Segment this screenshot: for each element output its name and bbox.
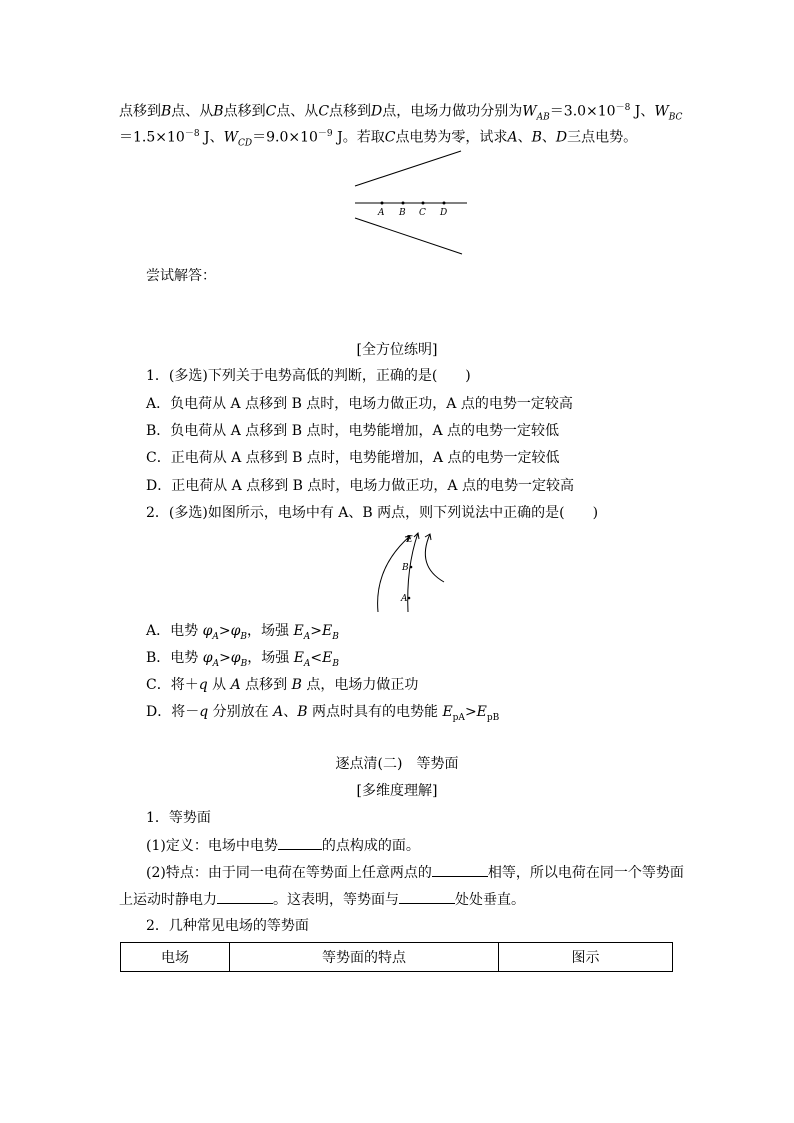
try-answer-label: 尝试解答：	[146, 268, 216, 284]
point-b	[402, 202, 405, 205]
table-header-diagram: 图示	[499, 943, 673, 972]
label-b: B	[399, 208, 406, 218]
field-line-right	[425, 534, 444, 582]
practice-header: [全方位练明]	[356, 342, 438, 358]
q1-option-a[interactable]: A．负电荷从 A 点移到 B 点时，电场力做正功，A 点的电势一定较高	[146, 396, 573, 412]
label-c: C	[419, 208, 426, 218]
intro-line-2: $=1.5\times 10^{-8}$ J、$W_{CD}=9.0\times 10^{-9}$ J。若取C点电势为零，试求A、B、D三点电势。	[119, 129, 638, 149]
q2-option-a[interactable]: A．电势 $\varphi_A>\varphi_B$，场强 $E_A>E_B$	[146, 623, 339, 642]
blank-4[interactable]	[399, 889, 455, 904]
blank-3[interactable]	[217, 889, 273, 904]
figure-field-lines	[372, 528, 452, 614]
section2-title: 逐点清(二) 等势面	[335, 756, 459, 772]
blank-2[interactable]	[432, 862, 488, 877]
label-e-fig2: E	[406, 535, 413, 545]
figure-field-points	[350, 145, 470, 260]
point-a-fig2	[408, 597, 411, 600]
section2-subheader: [多维度理解]	[356, 783, 438, 799]
q1-option-b[interactable]: B．负电荷从 A 点移到 B 点时，电势能增加，A 点的电势一定较低	[146, 423, 560, 439]
equipotential-table	[120, 942, 673, 972]
intro-line-1: 点移到B点、从B点移到C点、从C点移到D点，电场力做功分别为$W_{AB}=3.0\times 10^{-8}$ J、$W_{BC}$	[119, 103, 683, 123]
q2-option-d[interactable]: D．将－q 分别放在 A、B 两点时具有的电势能 $E_{pA}>E_{pB}$	[146, 704, 500, 723]
label-a: A	[378, 208, 385, 218]
figure-lower-line	[355, 218, 462, 254]
label-d: D	[440, 208, 448, 218]
q1-option-c[interactable]: C．正电荷从 A 点移到 B 点时，电势能增加，A 点的电势一定较低	[146, 450, 560, 466]
definition-line: (1)定义：电场中电势 的点构成的面。	[146, 835, 420, 856]
point-a	[381, 202, 384, 205]
point-b-fig2	[410, 566, 413, 569]
feature-line-1: (2)特点：由于同一电荷在等势面上任意两点的 相等，所以电荷在同一个等势面	[146, 862, 684, 883]
q2-option-c[interactable]: C．将＋q 从 A 点移到 B 点，电场力做正功	[146, 677, 419, 693]
table-header-row	[121, 943, 673, 972]
point-c	[422, 202, 425, 205]
item1-heading: 1．等势面	[146, 810, 211, 826]
point-d	[443, 202, 446, 205]
item2-heading: 2．几种常见电场的等势面	[146, 918, 309, 934]
table-header-field: 电场	[121, 943, 230, 972]
label-b-fig2: B	[402, 563, 409, 573]
label-a-fig2: A	[401, 594, 408, 604]
feature-line-2: 上运动时静电力 。这表明，等势面与 处处垂直。	[119, 889, 525, 910]
blank-1[interactable]	[278, 835, 322, 850]
figure-upper-line	[355, 151, 461, 186]
q1-option-d[interactable]: D．正电荷从 A 点移到 B 点时，电场力做正功，A 点的电势一定较高	[146, 478, 574, 494]
q2-option-b[interactable]: B．电势 $\varphi_A>\varphi_B$，场强 $E_A<E_B$	[146, 650, 340, 669]
table-header-features: 等势面的特点	[230, 943, 499, 972]
q1-stem: 1．(多选)下列关于电势高低的判断，正确的是( )	[146, 368, 471, 384]
q2-stem: 2．(多选)如图所示，电场中有 A、B 两点，则下列说法中正确的是( )	[146, 505, 599, 521]
